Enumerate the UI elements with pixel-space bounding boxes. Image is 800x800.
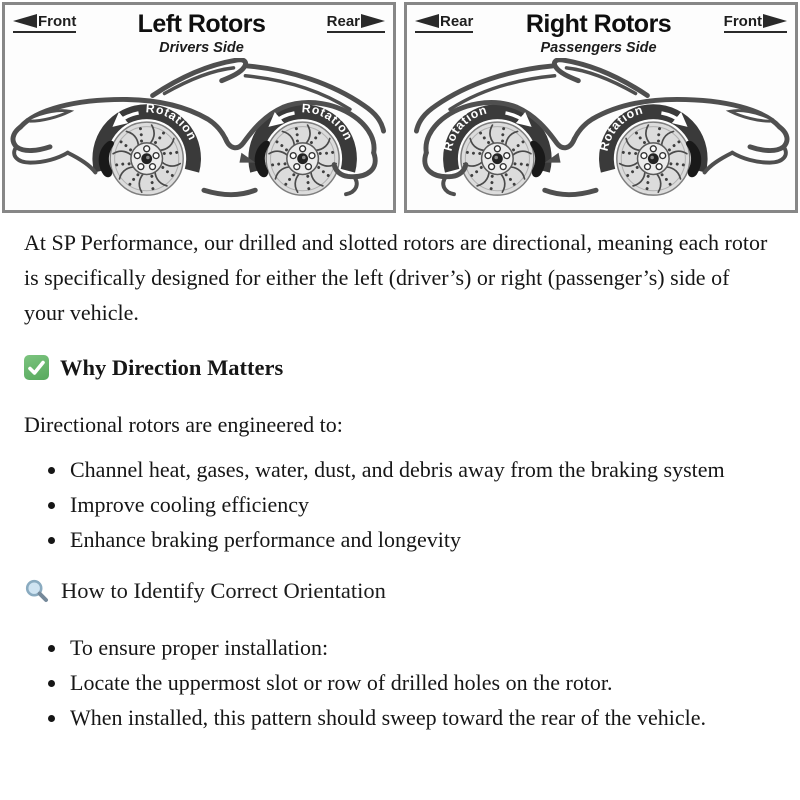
rotation-label: Rotation: [440, 102, 489, 153]
left-panel-titles: [76, 12, 326, 56]
direction-text: Rear: [326, 12, 360, 30]
panel-subtitle: Passengers Side: [540, 40, 657, 56]
left-car-illustration: [5, 58, 393, 208]
intro-paragraph: At SP Performance, our drilled and slotted rotors are directional, meaning each rotor is specifically designed for either the left (driver’s) or right (passenger’s) side of your vehicle.: [24, 230, 768, 325]
direction-text: Front: [38, 12, 77, 30]
check-mark-icon: [24, 355, 49, 380]
section-heading-why-direction-matters: [24, 350, 770, 385]
rotation-label: Rotation: [145, 101, 200, 143]
section-heading-correct-orientation: [24, 573, 770, 608]
right-panel-header: [407, 5, 795, 56]
arrow-left-icon: [415, 14, 439, 28]
list-item: • Channel heat, gases, water, dust, and debris away from the braking system: [68, 452, 770, 487]
arrow-right-icon: [763, 14, 787, 28]
right-panel-titles: [473, 12, 723, 56]
list-item: • Locate the uppermost slot or row of drilled holes on the rotor.: [68, 665, 770, 700]
front-direction-label: [13, 12, 76, 33]
car-sketch-mirrored: [416, 60, 787, 195]
direction-text: Front: [723, 12, 762, 30]
list-item: • When installed, this pattern should sweep toward the rear of the vehicle.: [68, 700, 770, 735]
front-direction-label: [724, 12, 787, 33]
arrow-left-icon: [13, 14, 37, 28]
rotation-label: Rotation: [301, 101, 356, 143]
arrow-right-icon: [361, 14, 385, 28]
left-rotors-panel: [2, 2, 396, 213]
list-item: • To ensure proper installation:: [68, 630, 770, 665]
direction-text: Rear: [440, 12, 474, 30]
rear-direction-label: [415, 12, 473, 33]
right-rotors-panel: [404, 2, 798, 213]
magnifying-glass-icon: [24, 578, 50, 604]
list-item: • Enhance braking performance and longevity: [68, 522, 770, 557]
section-title: Why Direction Matters: [60, 355, 284, 380]
rotation-label: Rotation: [596, 102, 645, 153]
right-car-illustration: [407, 58, 795, 208]
list-item: • Improve cooling efficiency: [68, 487, 770, 522]
section-lead: Directional rotors are engineered to:: [24, 412, 343, 437]
panel-subtitle: Drivers Side: [159, 40, 244, 56]
rear-direction-label: [327, 12, 385, 33]
rotor-direction-diagram: [0, 0, 800, 213]
panel-title: Left Rotors: [137, 10, 266, 38]
benefits-list: [24, 452, 770, 557]
left-panel-header: [5, 5, 393, 56]
section-title: How to Identify Correct Orientation: [61, 578, 386, 603]
article-body: [0, 213, 800, 735]
orientation-steps-list: [24, 630, 770, 735]
panel-title: Right Rotors: [525, 10, 672, 38]
car-sketch: [13, 60, 384, 195]
